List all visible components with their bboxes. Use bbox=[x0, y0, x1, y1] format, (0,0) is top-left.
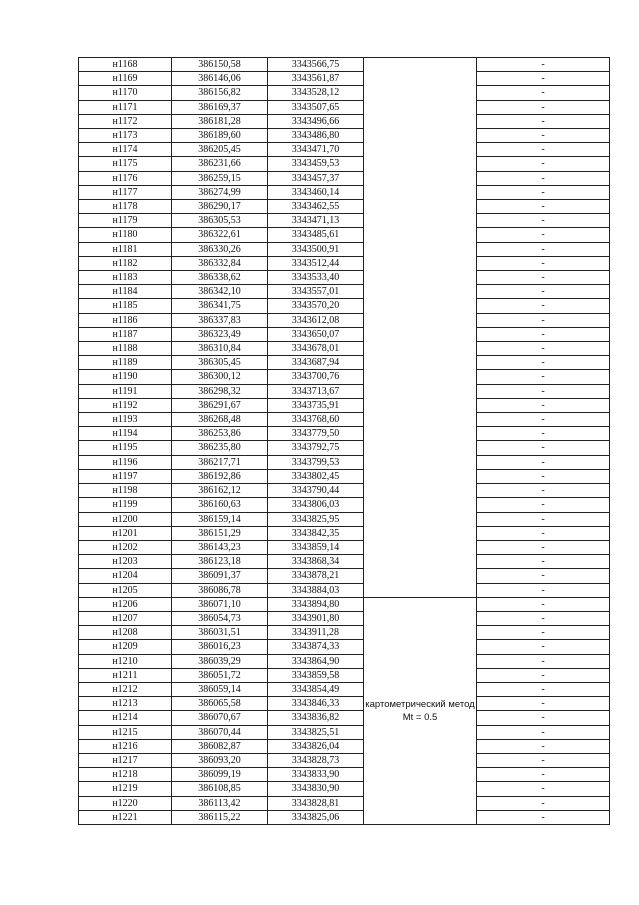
table-row bbox=[79, 569, 610, 583]
point-id-cell: н1197 bbox=[79, 469, 172, 483]
accuracy-cell: - bbox=[477, 58, 610, 72]
accuracy-cell: - bbox=[477, 569, 610, 583]
point-id-cell: н1182 bbox=[79, 256, 172, 270]
point-id-cell: н1204 bbox=[79, 569, 172, 583]
table-row bbox=[79, 342, 610, 356]
accuracy-cell: - bbox=[477, 171, 610, 185]
y-coordinate-cell: 3343894,80 bbox=[268, 597, 364, 611]
x-coordinate-cell: 386143,23 bbox=[172, 540, 268, 554]
table-row bbox=[79, 668, 610, 682]
accuracy-cell: - bbox=[477, 143, 610, 157]
coordinates-sheet bbox=[78, 57, 604, 825]
y-coordinate-cell: 3343471,13 bbox=[268, 214, 364, 228]
table-row bbox=[79, 129, 610, 143]
x-coordinate-cell: 386322,61 bbox=[172, 228, 268, 242]
point-id-cell: н1207 bbox=[79, 611, 172, 625]
point-id-cell: н1215 bbox=[79, 725, 172, 739]
accuracy-cell: - bbox=[477, 441, 610, 455]
x-coordinate-cell: 386342,10 bbox=[172, 285, 268, 299]
accuracy-cell: - bbox=[477, 796, 610, 810]
accuracy-cell: - bbox=[477, 313, 610, 327]
y-coordinate-cell: 3343830,90 bbox=[268, 782, 364, 796]
y-coordinate-cell: 3343678,01 bbox=[268, 342, 364, 356]
point-id-cell: н1221 bbox=[79, 810, 172, 824]
y-coordinate-cell: 3343802,45 bbox=[268, 469, 364, 483]
x-coordinate-cell: 386070,44 bbox=[172, 725, 268, 739]
accuracy-cell: - bbox=[477, 427, 610, 441]
table-row bbox=[79, 626, 610, 640]
x-coordinate-cell: 386323,49 bbox=[172, 327, 268, 341]
accuracy-cell: - bbox=[477, 370, 610, 384]
accuracy-cell: - bbox=[477, 555, 610, 569]
coordinates-table-body bbox=[79, 58, 610, 825]
table-row bbox=[79, 285, 610, 299]
accuracy-cell: - bbox=[477, 512, 610, 526]
method-cell: картометрический метод Mt = 0.5 bbox=[364, 597, 477, 824]
table-row bbox=[79, 271, 610, 285]
table-row bbox=[79, 72, 610, 86]
table-row bbox=[79, 143, 610, 157]
table-row bbox=[79, 782, 610, 796]
x-coordinate-cell: 386290,17 bbox=[172, 200, 268, 214]
table-row bbox=[79, 753, 610, 767]
y-coordinate-cell: 3343486,80 bbox=[268, 129, 364, 143]
x-coordinate-cell: 386310,84 bbox=[172, 342, 268, 356]
y-coordinate-cell: 3343826,04 bbox=[268, 739, 364, 753]
y-coordinate-cell: 3343874,33 bbox=[268, 640, 364, 654]
y-coordinate-cell: 3343868,34 bbox=[268, 555, 364, 569]
y-coordinate-cell: 3343471,70 bbox=[268, 143, 364, 157]
y-coordinate-cell: 3343901,80 bbox=[268, 611, 364, 625]
table-row bbox=[79, 185, 610, 199]
point-id-cell: н1170 bbox=[79, 86, 172, 100]
point-id-cell: н1211 bbox=[79, 668, 172, 682]
point-id-cell: н1209 bbox=[79, 640, 172, 654]
x-coordinate-cell: 386151,29 bbox=[172, 526, 268, 540]
accuracy-cell: - bbox=[477, 711, 610, 725]
table-row bbox=[79, 299, 610, 313]
point-id-cell: н1205 bbox=[79, 583, 172, 597]
accuracy-cell: - bbox=[477, 484, 610, 498]
y-coordinate-cell: 3343790,44 bbox=[268, 484, 364, 498]
y-coordinate-cell: 3343612,08 bbox=[268, 313, 364, 327]
point-id-cell: н1178 bbox=[79, 200, 172, 214]
y-coordinate-cell: 3343496,66 bbox=[268, 114, 364, 128]
accuracy-cell: - bbox=[477, 256, 610, 270]
accuracy-cell: - bbox=[477, 356, 610, 370]
method-cell-empty bbox=[364, 58, 477, 598]
x-coordinate-cell: 386259,15 bbox=[172, 171, 268, 185]
table-row bbox=[79, 597, 610, 611]
point-id-cell: н1187 bbox=[79, 327, 172, 341]
table-row bbox=[79, 455, 610, 469]
point-id-cell: н1176 bbox=[79, 171, 172, 185]
accuracy-cell: - bbox=[477, 640, 610, 654]
table-row bbox=[79, 242, 610, 256]
y-coordinate-cell: 3343833,90 bbox=[268, 768, 364, 782]
x-coordinate-cell: 386341,75 bbox=[172, 299, 268, 313]
table-row bbox=[79, 498, 610, 512]
y-coordinate-cell: 3343700,76 bbox=[268, 370, 364, 384]
x-coordinate-cell: 386159,14 bbox=[172, 512, 268, 526]
y-coordinate-cell: 3343842,35 bbox=[268, 526, 364, 540]
accuracy-cell: - bbox=[477, 100, 610, 114]
accuracy-cell: - bbox=[477, 342, 610, 356]
point-id-cell: н1181 bbox=[79, 242, 172, 256]
point-id-cell: н1169 bbox=[79, 72, 172, 86]
accuracy-cell: - bbox=[477, 214, 610, 228]
x-coordinate-cell: 386146,06 bbox=[172, 72, 268, 86]
point-id-cell: н1202 bbox=[79, 540, 172, 554]
y-coordinate-cell: 3343806,03 bbox=[268, 498, 364, 512]
x-coordinate-cell: 386059,14 bbox=[172, 682, 268, 696]
accuracy-cell: - bbox=[477, 611, 610, 625]
point-id-cell: н1213 bbox=[79, 697, 172, 711]
y-coordinate-cell: 3343570,20 bbox=[268, 299, 364, 313]
y-coordinate-cell: 3343528,12 bbox=[268, 86, 364, 100]
point-id-cell: н1183 bbox=[79, 271, 172, 285]
table-row bbox=[79, 171, 610, 185]
accuracy-cell: - bbox=[477, 327, 610, 341]
y-coordinate-cell: 3343768,60 bbox=[268, 413, 364, 427]
table-row bbox=[79, 654, 610, 668]
table-row bbox=[79, 484, 610, 498]
y-coordinate-cell: 3343792,75 bbox=[268, 441, 364, 455]
accuracy-cell: - bbox=[477, 626, 610, 640]
table-row bbox=[79, 441, 610, 455]
y-coordinate-cell: 3343825,51 bbox=[268, 725, 364, 739]
accuracy-cell: - bbox=[477, 768, 610, 782]
accuracy-cell: - bbox=[477, 810, 610, 824]
x-coordinate-cell: 386330,26 bbox=[172, 242, 268, 256]
y-coordinate-cell: 3343507,65 bbox=[268, 100, 364, 114]
table-row bbox=[79, 100, 610, 114]
y-coordinate-cell: 3343462,55 bbox=[268, 200, 364, 214]
point-id-cell: н1168 bbox=[79, 58, 172, 72]
table-row bbox=[79, 256, 610, 270]
x-coordinate-cell: 386300,12 bbox=[172, 370, 268, 384]
x-coordinate-cell: 386086,78 bbox=[172, 583, 268, 597]
accuracy-cell: - bbox=[477, 753, 610, 767]
x-coordinate-cell: 386169,37 bbox=[172, 100, 268, 114]
table-row bbox=[79, 697, 610, 711]
table-row bbox=[79, 427, 610, 441]
y-coordinate-cell: 3343846,33 bbox=[268, 697, 364, 711]
table-row bbox=[79, 640, 610, 654]
table-row bbox=[79, 413, 610, 427]
accuracy-cell: - bbox=[477, 540, 610, 554]
accuracy-cell: - bbox=[477, 398, 610, 412]
y-coordinate-cell: 3343533,40 bbox=[268, 271, 364, 285]
table-row bbox=[79, 398, 610, 412]
point-id-cell: н1173 bbox=[79, 129, 172, 143]
x-coordinate-cell: 386162,12 bbox=[172, 484, 268, 498]
x-coordinate-cell: 386189,60 bbox=[172, 129, 268, 143]
x-coordinate-cell: 386291,67 bbox=[172, 398, 268, 412]
point-id-cell: н1179 bbox=[79, 214, 172, 228]
point-id-cell: н1175 bbox=[79, 157, 172, 171]
x-coordinate-cell: 386337,83 bbox=[172, 313, 268, 327]
point-id-cell: н1219 bbox=[79, 782, 172, 796]
x-coordinate-cell: 386113,42 bbox=[172, 796, 268, 810]
y-coordinate-cell: 3343561,87 bbox=[268, 72, 364, 86]
x-coordinate-cell: 386091,37 bbox=[172, 569, 268, 583]
y-coordinate-cell: 3343828,81 bbox=[268, 796, 364, 810]
table-row bbox=[79, 540, 610, 554]
y-coordinate-cell: 3343859,14 bbox=[268, 540, 364, 554]
accuracy-cell: - bbox=[477, 526, 610, 540]
y-coordinate-cell: 3343825,95 bbox=[268, 512, 364, 526]
table-row bbox=[79, 114, 610, 128]
x-coordinate-cell: 386099,19 bbox=[172, 768, 268, 782]
y-coordinate-cell: 3343799,53 bbox=[268, 455, 364, 469]
y-coordinate-cell: 3343460,14 bbox=[268, 185, 364, 199]
x-coordinate-cell: 386298,32 bbox=[172, 384, 268, 398]
y-coordinate-cell: 3343459,53 bbox=[268, 157, 364, 171]
point-id-cell: н1174 bbox=[79, 143, 172, 157]
accuracy-cell: - bbox=[477, 271, 610, 285]
y-coordinate-cell: 3343836,82 bbox=[268, 711, 364, 725]
x-coordinate-cell: 386108,85 bbox=[172, 782, 268, 796]
x-coordinate-cell: 386093,20 bbox=[172, 753, 268, 767]
x-coordinate-cell: 386305,45 bbox=[172, 356, 268, 370]
x-coordinate-cell: 386338,62 bbox=[172, 271, 268, 285]
table-row bbox=[79, 768, 610, 782]
accuracy-cell: - bbox=[477, 72, 610, 86]
x-coordinate-cell: 386150,58 bbox=[172, 58, 268, 72]
x-coordinate-cell: 386156,82 bbox=[172, 86, 268, 100]
x-coordinate-cell: 386160,63 bbox=[172, 498, 268, 512]
x-coordinate-cell: 386181,28 bbox=[172, 114, 268, 128]
table-row bbox=[79, 356, 610, 370]
table-row bbox=[79, 86, 610, 100]
point-id-cell: н1189 bbox=[79, 356, 172, 370]
y-coordinate-cell: 3343864,90 bbox=[268, 654, 364, 668]
point-id-cell: н1206 bbox=[79, 597, 172, 611]
table-row bbox=[79, 327, 610, 341]
table-row bbox=[79, 157, 610, 171]
accuracy-cell: - bbox=[477, 185, 610, 199]
x-coordinate-cell: 386051,72 bbox=[172, 668, 268, 682]
accuracy-cell: - bbox=[477, 469, 610, 483]
point-id-cell: н1188 bbox=[79, 342, 172, 356]
point-id-cell: н1191 bbox=[79, 384, 172, 398]
x-coordinate-cell: 386070,67 bbox=[172, 711, 268, 725]
accuracy-cell: - bbox=[477, 285, 610, 299]
table-row bbox=[79, 214, 610, 228]
accuracy-cell: - bbox=[477, 583, 610, 597]
point-id-cell: н1192 bbox=[79, 398, 172, 412]
point-id-cell: н1194 bbox=[79, 427, 172, 441]
table-row bbox=[79, 370, 610, 384]
accuracy-cell: - bbox=[477, 129, 610, 143]
y-coordinate-cell: 3343828,73 bbox=[268, 753, 364, 767]
y-coordinate-cell: 3343557,01 bbox=[268, 285, 364, 299]
accuracy-cell: - bbox=[477, 697, 610, 711]
point-id-cell: н1171 bbox=[79, 100, 172, 114]
x-coordinate-cell: 386115,22 bbox=[172, 810, 268, 824]
point-id-cell: н1177 bbox=[79, 185, 172, 199]
table-row bbox=[79, 512, 610, 526]
point-id-cell: н1180 bbox=[79, 228, 172, 242]
accuracy-cell: - bbox=[477, 725, 610, 739]
point-id-cell: н1200 bbox=[79, 512, 172, 526]
y-coordinate-cell: 3343457,37 bbox=[268, 171, 364, 185]
table-row bbox=[79, 228, 610, 242]
y-coordinate-cell: 3343884,03 bbox=[268, 583, 364, 597]
accuracy-cell: - bbox=[477, 668, 610, 682]
x-coordinate-cell: 386192,86 bbox=[172, 469, 268, 483]
table-row bbox=[79, 739, 610, 753]
y-coordinate-cell: 3343911,28 bbox=[268, 626, 364, 640]
point-id-cell: н1184 bbox=[79, 285, 172, 299]
accuracy-cell: - bbox=[477, 498, 610, 512]
point-id-cell: н1220 bbox=[79, 796, 172, 810]
point-id-cell: н1196 bbox=[79, 455, 172, 469]
point-id-cell: н1172 bbox=[79, 114, 172, 128]
table-row bbox=[79, 682, 610, 696]
table-row bbox=[79, 313, 610, 327]
x-coordinate-cell: 386054,73 bbox=[172, 611, 268, 625]
accuracy-cell: - bbox=[477, 86, 610, 100]
point-id-cell: н1201 bbox=[79, 526, 172, 540]
accuracy-cell: - bbox=[477, 413, 610, 427]
point-id-cell: н1185 bbox=[79, 299, 172, 313]
x-coordinate-cell: 386071,10 bbox=[172, 597, 268, 611]
table-row bbox=[79, 526, 610, 540]
accuracy-cell: - bbox=[477, 157, 610, 171]
y-coordinate-cell: 3343485,61 bbox=[268, 228, 364, 242]
table-row bbox=[79, 583, 610, 597]
point-id-cell: н1214 bbox=[79, 711, 172, 725]
accuracy-cell: - bbox=[477, 682, 610, 696]
x-coordinate-cell: 386082,87 bbox=[172, 739, 268, 753]
x-coordinate-cell: 386253,86 bbox=[172, 427, 268, 441]
y-coordinate-cell: 3343713,67 bbox=[268, 384, 364, 398]
y-coordinate-cell: 3343825,06 bbox=[268, 810, 364, 824]
point-id-cell: н1198 bbox=[79, 484, 172, 498]
y-coordinate-cell: 3343779,50 bbox=[268, 427, 364, 441]
x-coordinate-cell: 386123,18 bbox=[172, 555, 268, 569]
x-coordinate-cell: 386016,23 bbox=[172, 640, 268, 654]
y-coordinate-cell: 3343854,49 bbox=[268, 682, 364, 696]
table-row bbox=[79, 810, 610, 824]
y-coordinate-cell: 3343859,58 bbox=[268, 668, 364, 682]
coordinates-table bbox=[78, 57, 610, 825]
table-row bbox=[79, 200, 610, 214]
point-id-cell: н1218 bbox=[79, 768, 172, 782]
accuracy-cell: - bbox=[477, 200, 610, 214]
table-row bbox=[79, 469, 610, 483]
point-id-cell: н1190 bbox=[79, 370, 172, 384]
x-coordinate-cell: 386268,48 bbox=[172, 413, 268, 427]
x-coordinate-cell: 386039,29 bbox=[172, 654, 268, 668]
point-id-cell: н1195 bbox=[79, 441, 172, 455]
table-row bbox=[79, 384, 610, 398]
x-coordinate-cell: 386217,71 bbox=[172, 455, 268, 469]
x-coordinate-cell: 386031,51 bbox=[172, 626, 268, 640]
point-id-cell: н1199 bbox=[79, 498, 172, 512]
x-coordinate-cell: 386274,99 bbox=[172, 185, 268, 199]
table-row bbox=[79, 58, 610, 72]
x-coordinate-cell: 386065,58 bbox=[172, 697, 268, 711]
point-id-cell: н1216 bbox=[79, 739, 172, 753]
table-row bbox=[79, 711, 610, 725]
accuracy-cell: - bbox=[477, 228, 610, 242]
accuracy-cell: - bbox=[477, 242, 610, 256]
table-row bbox=[79, 725, 610, 739]
y-coordinate-cell: 3343512,44 bbox=[268, 256, 364, 270]
accuracy-cell: - bbox=[477, 114, 610, 128]
point-id-cell: н1217 bbox=[79, 753, 172, 767]
point-id-cell: н1210 bbox=[79, 654, 172, 668]
y-coordinate-cell: 3343687,94 bbox=[268, 356, 364, 370]
x-coordinate-cell: 386235,80 bbox=[172, 441, 268, 455]
point-id-cell: н1203 bbox=[79, 555, 172, 569]
accuracy-cell: - bbox=[477, 384, 610, 398]
accuracy-cell: - bbox=[477, 782, 610, 796]
x-coordinate-cell: 386205,45 bbox=[172, 143, 268, 157]
y-coordinate-cell: 3343650,07 bbox=[268, 327, 364, 341]
table-row bbox=[79, 555, 610, 569]
x-coordinate-cell: 386332,84 bbox=[172, 256, 268, 270]
y-coordinate-cell: 3343878,21 bbox=[268, 569, 364, 583]
x-coordinate-cell: 386305,53 bbox=[172, 214, 268, 228]
y-coordinate-cell: 3343566,75 bbox=[268, 58, 364, 72]
point-id-cell: н1193 bbox=[79, 413, 172, 427]
point-id-cell: н1212 bbox=[79, 682, 172, 696]
accuracy-cell: - bbox=[477, 739, 610, 753]
y-coordinate-cell: 3343735,91 bbox=[268, 398, 364, 412]
accuracy-cell: - bbox=[477, 654, 610, 668]
x-coordinate-cell: 386231,66 bbox=[172, 157, 268, 171]
point-id-cell: н1186 bbox=[79, 313, 172, 327]
accuracy-cell: - bbox=[477, 299, 610, 313]
accuracy-cell: - bbox=[477, 597, 610, 611]
table-row bbox=[79, 611, 610, 625]
point-id-cell: н1208 bbox=[79, 626, 172, 640]
y-coordinate-cell: 3343500,91 bbox=[268, 242, 364, 256]
accuracy-cell: - bbox=[477, 455, 610, 469]
table-row bbox=[79, 796, 610, 810]
